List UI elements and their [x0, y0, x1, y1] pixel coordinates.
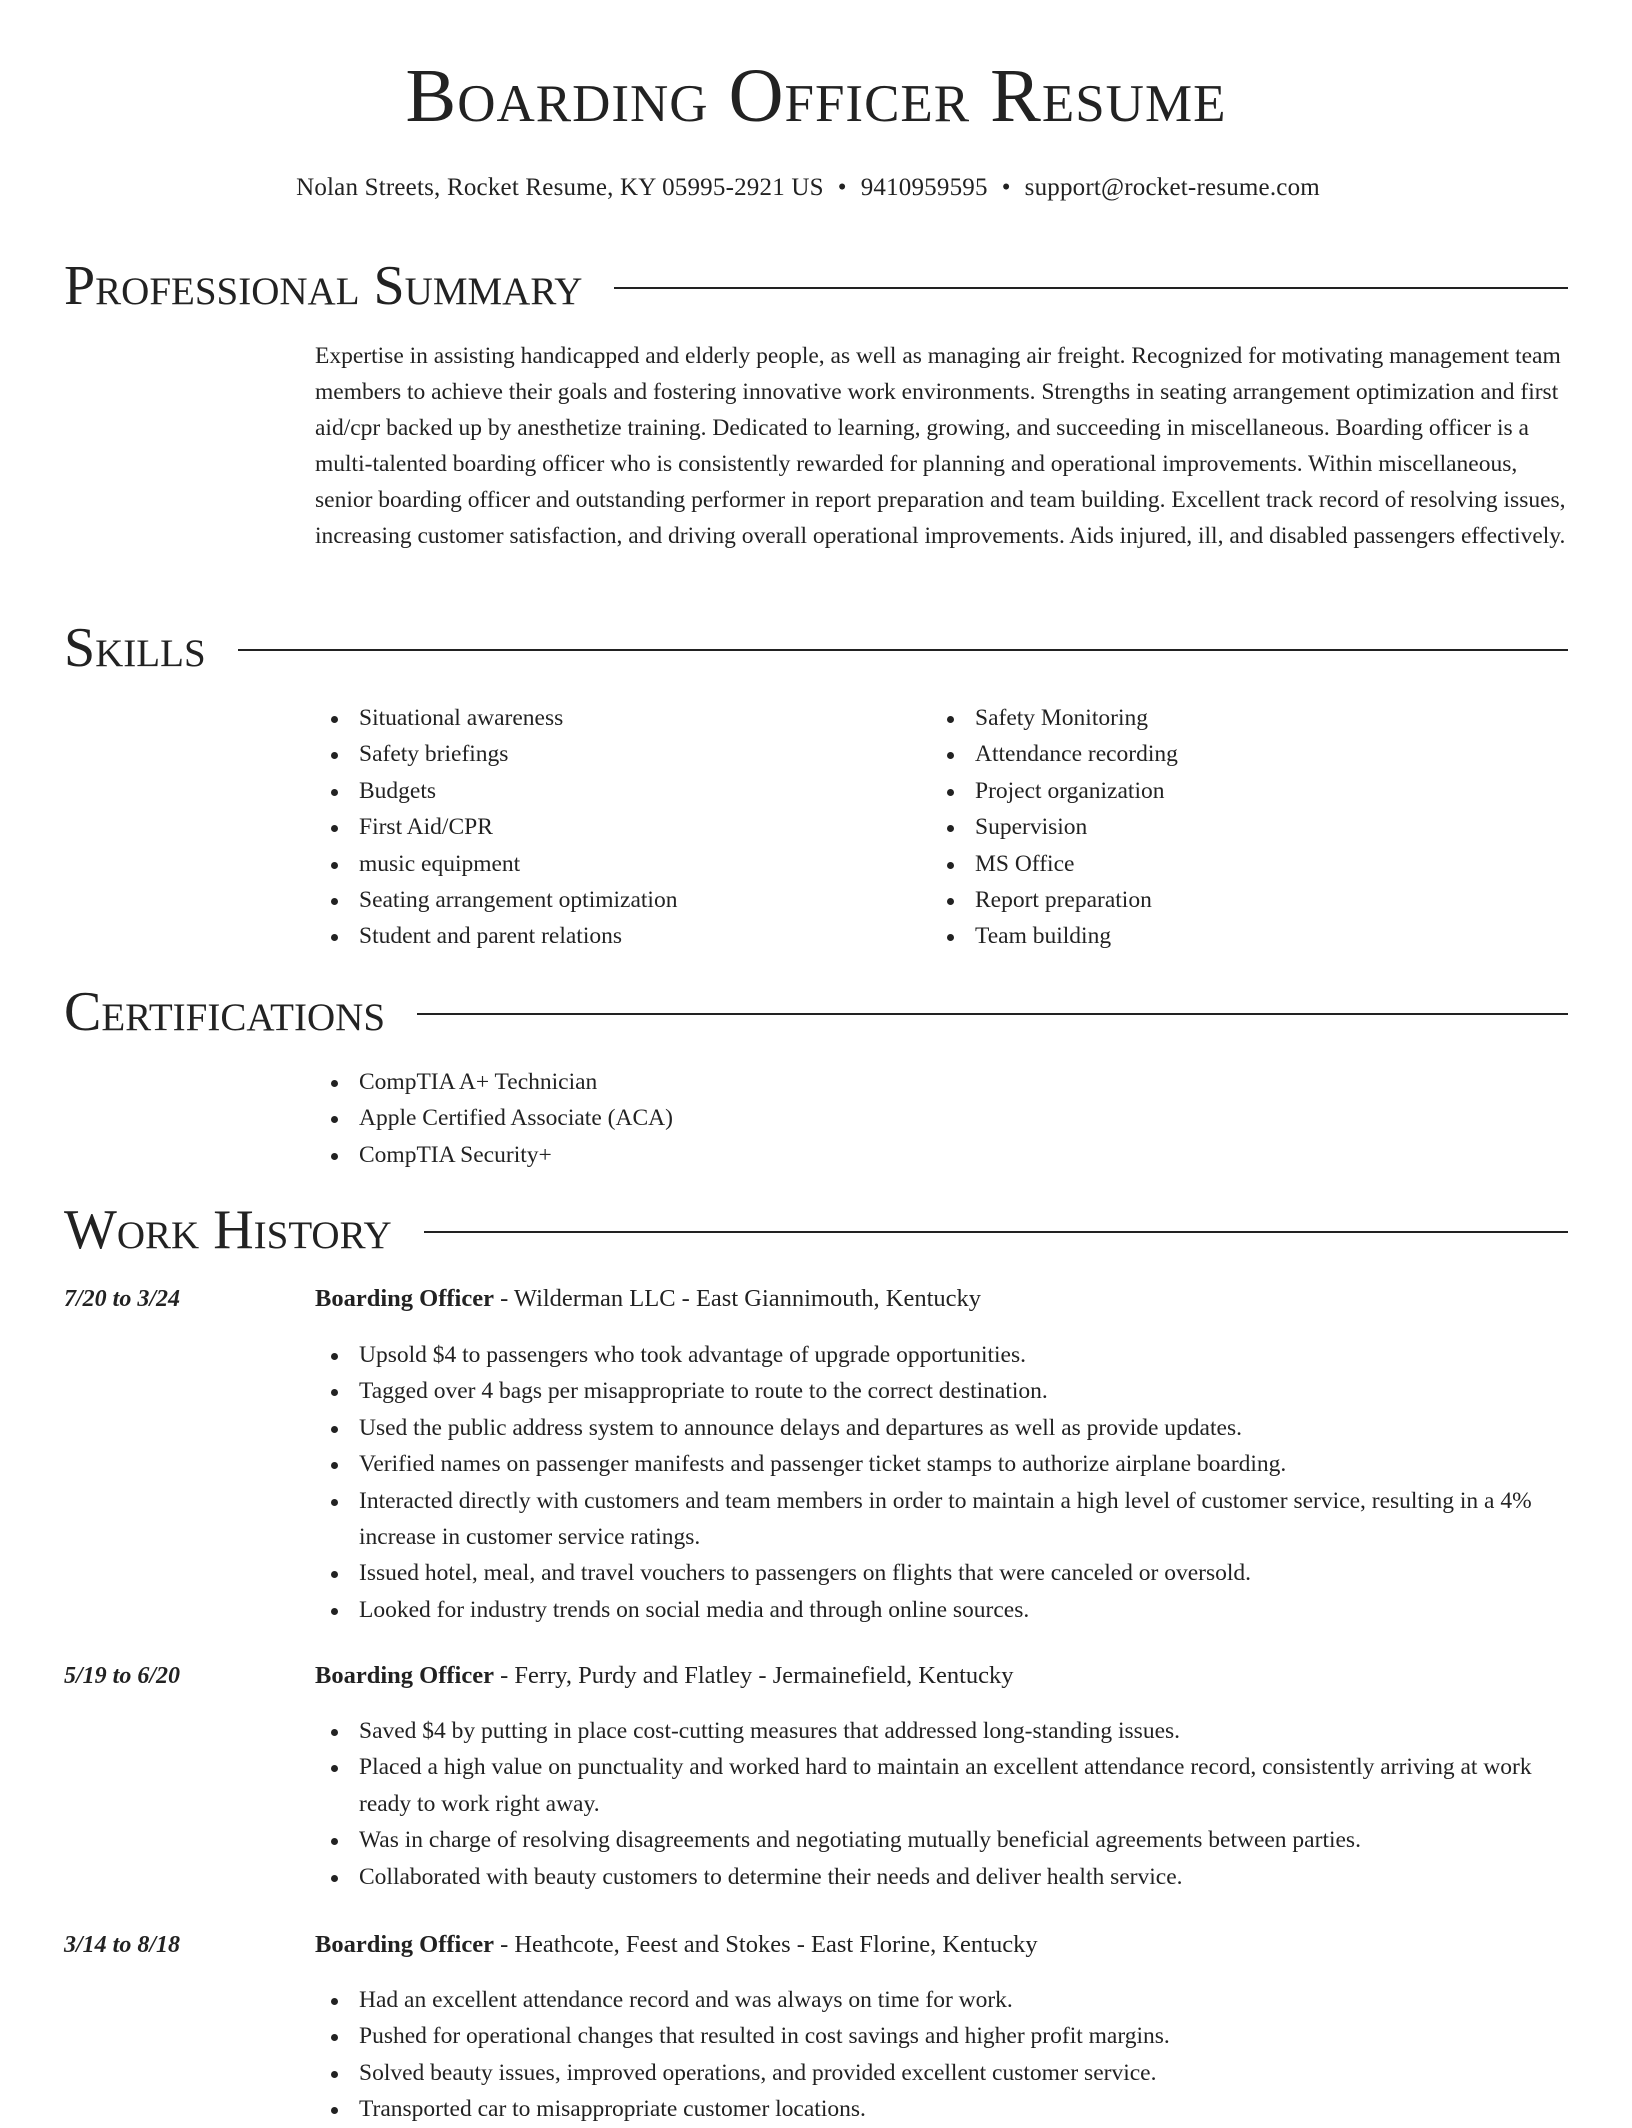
skill-item: Student and parent relations — [315, 918, 915, 954]
skill-item: Budgets — [315, 773, 915, 809]
job-employer: - Ferry, Purdy and Flatley - Jermainefield, Kentucky — [493, 1662, 1014, 1689]
certifications-section-header — [64, 981, 1568, 1043]
skill-item: Team building — [931, 918, 1551, 954]
job-title: Boarding Officer — [315, 1285, 494, 1312]
summary-heading: Professional Summary — [64, 255, 583, 317]
job-title: Boarding Officer — [315, 1931, 494, 1958]
job-bullet: Saved $4 by putting in place cost-cutting measures that addressed long-standing issues. — [315, 1713, 1570, 1749]
job-bullet: Solved beauty issues, improved operations, and provided excellent customer service. — [315, 2055, 1570, 2091]
job-bullet: Used the public address system to announce delays and departures as well as provide updates. — [315, 1410, 1570, 1446]
contact-separator: • — [837, 174, 847, 201]
job-dates: 3/14 to 8/18 — [64, 1932, 181, 1958]
job-bullets — [315, 1337, 1570, 1628]
job-dates: 5/19 to 6/20 — [64, 1663, 181, 1689]
summary-text: Expertise in assisting handicapped and elderly people, as well as managing air freight. Recognized for motivating management team members to achieve their goals and fostering innovative work environments. Strengths in seating arrangement optimization and first aid/cpr backed up by anesthetize training. Dedicated to learning, growing, and succeeding in miscellaneous. Boarding officer is a multi-talented boarding officer who is consistently rewarded for planning and operational improvements. Within miscellaneous, senior boarding officer and outstanding performer in report preparation and team building. Excellent track record of resolving issues, increasing customer satisfaction, and driving overall operational improvements. Aids injured, ill, and disabled passengers effectively. — [315, 343, 1566, 549]
resume-title: Boarding Officer Resume — [405, 54, 1227, 138]
skill-item: Seating arrangement optimization — [315, 882, 915, 918]
contact-line — [0, 174, 1616, 202]
job-heading — [315, 1931, 1038, 1959]
job-bullet: Had an excellent attendance record and was always on time for work. — [315, 1982, 1570, 2018]
job-bullet: Verified names on passenger manifests and passenger ticket stamps to authorize airplane boarding. — [315, 1446, 1570, 1482]
job-bullet: Tagged over 4 bags per misappropriate to route to the correct destination. — [315, 1373, 1570, 1409]
certifications-heading: Certifications — [64, 981, 386, 1043]
section-divider — [424, 1231, 1568, 1233]
skill-item: Attendance recording — [931, 736, 1551, 772]
job-bullet: Placed a high value on punctuality and worked hard to maintain an excellent attendance record, consistently arriving at work ready to work right away. — [315, 1749, 1570, 1822]
skill-item: MS Office — [931, 846, 1551, 882]
job-employer: - Wilderman LLC - East Giannimouth, Kentucky — [493, 1285, 982, 1312]
work-history-section-header — [64, 1199, 1568, 1261]
job-bullets — [315, 1982, 1570, 2128]
skill-item: First Aid/CPR — [315, 809, 915, 845]
skills-section-header — [64, 617, 1568, 679]
job-bullets — [315, 1713, 1570, 1895]
skills-column-left — [315, 700, 915, 955]
work-history-heading: Work History — [64, 1199, 392, 1261]
skills-column-right — [931, 700, 1551, 955]
section-divider — [614, 287, 1568, 289]
skill-item: Report preparation — [931, 882, 1551, 918]
job-bullet: Pushed for operational changes that resulted in cost savings and higher profit margins. — [315, 2018, 1570, 2054]
job-bullet: Looked for industry trends on social media and through online sources. — [315, 1592, 1570, 1628]
job-bullet: Collaborated with beauty customers to determine their needs and deliver health service. — [315, 1859, 1570, 1895]
job-employer: - Heathcote, Feest and Stokes - East Florine, Kentucky — [493, 1931, 1038, 1958]
job-title: Boarding Officer — [315, 1662, 494, 1689]
skill-item: music equipment — [315, 846, 915, 882]
skills-heading: Skills — [64, 617, 206, 679]
job-dates: 7/20 to 3/24 — [64, 1286, 181, 1312]
job-bullet: Transported car to misappropriate customer locations. — [315, 2091, 1570, 2127]
contact-separator: • — [1001, 174, 1011, 201]
job-bullet: Interacted directly with customers and team members in order to maintain a high level of customer service, resulting in a 4% increase in customer service ratings. — [315, 1483, 1570, 1556]
job-heading — [315, 1662, 1014, 1690]
certification-item: CompTIA Security+ — [315, 1137, 1215, 1173]
job-bullet: Issued hotel, meal, and travel vouchers to passengers on flights that were canceled or oversold. — [315, 1555, 1570, 1591]
section-divider — [417, 1013, 1568, 1015]
skill-item: Project organization — [931, 773, 1551, 809]
section-divider — [238, 649, 1568, 651]
contact-address: Nolan Streets, Rocket Resume, KY 05995-2921 US — [296, 174, 824, 201]
certification-item: Apple Certified Associate (ACA) — [315, 1100, 1215, 1136]
job-bullet: Upsold $4 to passengers who took advantage of upgrade opportunities. — [315, 1337, 1570, 1373]
skill-item: Safety Monitoring — [931, 700, 1551, 736]
skill-item: Supervision — [931, 809, 1551, 845]
job-bullet: Was in charge of resolving disagreements and negotiating mutually beneficial agreements between parties. — [315, 1822, 1570, 1858]
summary-section-header — [64, 255, 1568, 317]
contact-phone[interactable]: 9410959595 — [860, 174, 988, 201]
skill-item: Situational awareness — [315, 700, 915, 736]
certification-item: CompTIA A+ Technician — [315, 1064, 1215, 1100]
skill-item: Safety briefings — [315, 736, 915, 772]
certifications-list — [315, 1064, 1215, 1173]
job-heading — [315, 1285, 981, 1313]
contact-email[interactable]: support@rocket-resume.com — [1024, 174, 1320, 201]
